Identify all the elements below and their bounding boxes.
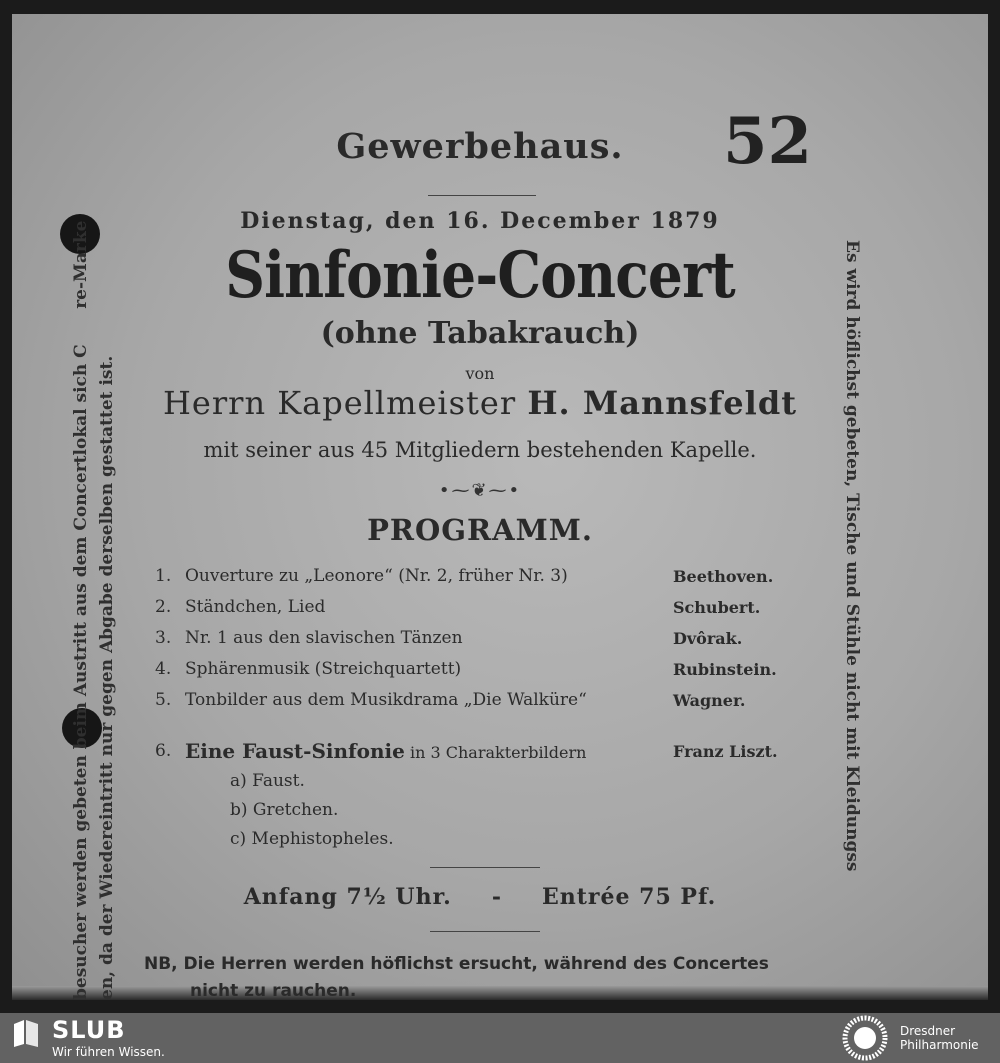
- left-margin-text: [68, 120, 120, 1000]
- item-number: 2.: [155, 597, 172, 617]
- programme-item-faust: [155, 736, 815, 767]
- venue-heading: Gewerbehaus.: [336, 126, 624, 167]
- note-line-2: nicht zu rauchen.: [190, 981, 357, 1001]
- item-composer: Beethoven.: [673, 567, 774, 586]
- faust-part: a) Faust.: [230, 771, 305, 791]
- conductor-line: [130, 384, 830, 422]
- faust-subtitle: in 3 Charakterbildern: [404, 743, 587, 762]
- faust-title: Eine Faust-Sinfonie: [185, 739, 405, 763]
- orchestra-line: mit seiner aus 45 Mitgliedern bestehenden Kapelle.: [203, 438, 757, 462]
- item-work: Ständchen, Lied: [185, 597, 326, 617]
- concert-date: Dienstag, den 16. December 1879: [240, 208, 720, 234]
- divider-bottom: [430, 867, 540, 868]
- concert-title: Sinfonie-Concert: [225, 238, 735, 313]
- programme-item: [155, 654, 815, 685]
- item-number: 4.: [155, 659, 172, 679]
- programme-list: [155, 561, 815, 854]
- ornament-divider: •⁓❦⁓•: [438, 480, 522, 501]
- item-composer: Franz Liszt.: [673, 742, 778, 761]
- smoking-note: [144, 951, 824, 1005]
- item-composer: Schubert.: [673, 598, 761, 617]
- programme-item: [155, 623, 815, 654]
- slub-name: SLUB: [52, 1016, 126, 1044]
- ticket-number: 52: [723, 104, 813, 179]
- separator: -: [491, 884, 502, 910]
- start-time: Anfang 7½ Uhr.: [243, 884, 452, 910]
- concert-subtitle: (ohne Tabakrauch): [320, 316, 640, 351]
- conductor-name: H. Mannsfeldt: [527, 384, 797, 422]
- programme-item: [155, 561, 815, 592]
- item-composer: Rubinstein.: [673, 660, 777, 679]
- branding-bar: [0, 1013, 1000, 1063]
- item-work: Sphärenmusik (Streichquartett): [185, 659, 462, 679]
- left-margin-line-1: besucher werden gebeten beim Austritt aus dem Concertlokal sich C re-Marke: [71, 220, 91, 1000]
- item-work: Nr. 1 aus den slavischen Tänzen: [185, 628, 463, 648]
- item-composer: Wagner.: [673, 691, 746, 710]
- item-number: 6.: [155, 741, 172, 761]
- programme-item: [155, 592, 815, 623]
- by-label: von: [465, 364, 495, 383]
- item-work: [185, 736, 586, 769]
- item-number: 1.: [155, 566, 172, 586]
- time-and-price: [130, 884, 830, 910]
- faust-part: c) Mephistopheles.: [230, 829, 394, 849]
- divider-footer: [430, 931, 540, 932]
- item-composer: Dvôrak.: [673, 629, 743, 648]
- admission-price: Entrée 75 Pf.: [541, 884, 717, 910]
- divider-top: [428, 195, 536, 196]
- programme-item: [155, 685, 815, 716]
- note-line-1: NB, Die Herren werden höflichst ersucht, während des Concertes: [144, 954, 769, 974]
- item-work: Ouverture zu „Leonore“ (Nr. 2, früher Nr. 3): [185, 566, 568, 586]
- item-work: Tonbilder aus dem Musikdrama „Die Walküre“: [185, 690, 587, 710]
- slub-tagline: Wir führen Wissen.: [52, 1045, 165, 1059]
- faust-part: b) Gretchen.: [230, 800, 339, 820]
- item-number: 5.: [155, 690, 172, 710]
- philharmonie-logo-icon: [841, 1015, 889, 1061]
- item-number: 3.: [155, 628, 172, 648]
- left-margin-line-2: en, da der Wiedereintritt nur gegen Abgabe derselben gestattet ist.: [97, 355, 117, 1000]
- philharmonie-name: Dresdner Philharmonie: [900, 1024, 979, 1052]
- right-margin-text: Es wird höflichst gebeten, Tische und Stühle nicht mit Kleidungss: [842, 240, 862, 872]
- conductor-prefix: Herrn Kapellmeister: [163, 384, 517, 422]
- programme-heading: PROGRAMM.: [367, 513, 593, 547]
- slub-logo-icon: [12, 1018, 40, 1048]
